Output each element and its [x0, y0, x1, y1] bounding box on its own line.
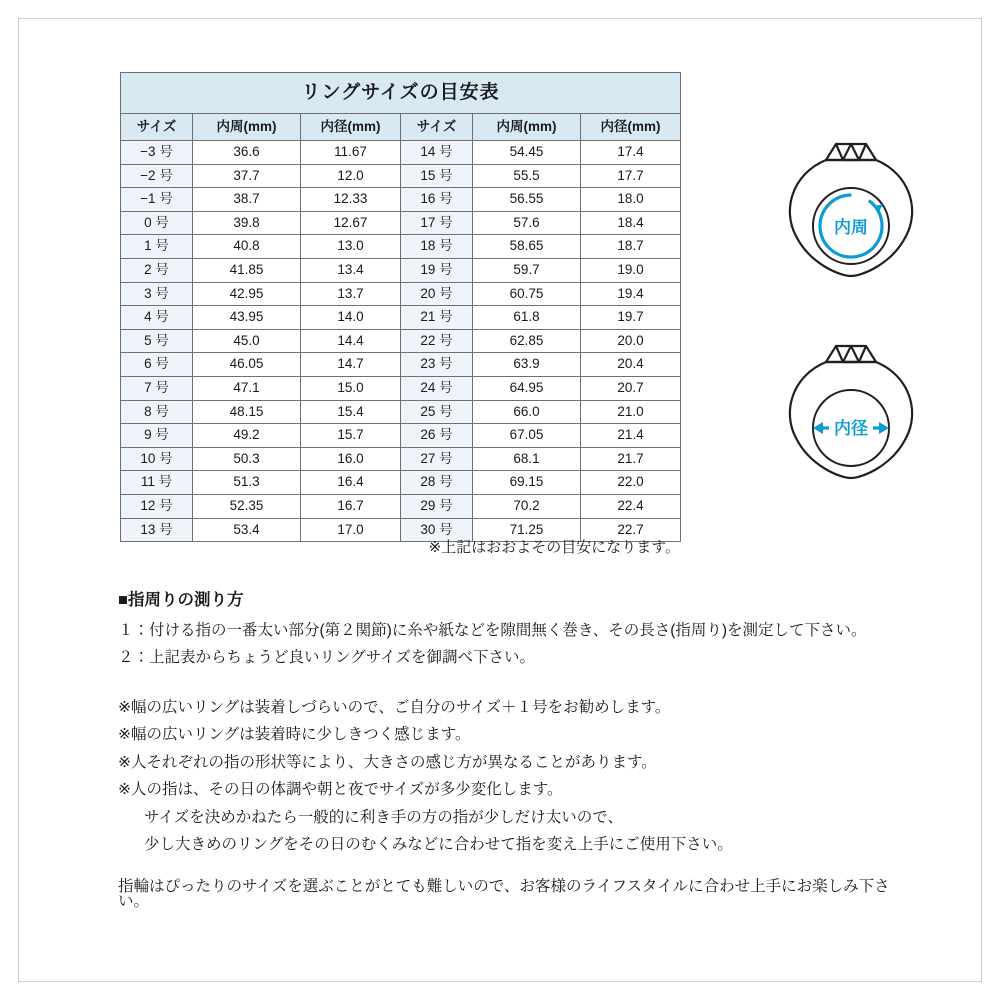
cell-size: 27 号	[401, 447, 473, 471]
table-row	[121, 424, 681, 448]
table-row	[121, 400, 681, 424]
cell-size: 7 号	[121, 376, 193, 400]
cell-size: 22 号	[401, 329, 473, 353]
instructions-heading: ■指周りの測り方	[118, 591, 244, 609]
cell-circumference: 69.15	[473, 471, 581, 495]
closing-note: 指輪はぴったりのサイズを選ぶことがとても難しいので、お客様のライフスタイルに合わせ上手にお楽しみ下さい。	[118, 877, 890, 910]
instructions-step-2: ２：上記表からちょうど良いリングサイズを御調べ下さい。	[118, 649, 535, 666]
table-row	[121, 164, 681, 188]
cell-circumference: 42.95	[193, 282, 301, 306]
table-row	[121, 235, 681, 259]
cell-size: 15 号	[401, 164, 473, 188]
note-wide-ring-tight: ※幅の広いリングは装着時に少しきつく感じます。	[118, 726, 471, 743]
cell-size: 4 号	[121, 306, 193, 330]
cell-diameter: 17.0	[301, 518, 401, 542]
note-size-varies: ※人の指は、その日の体調や朝と夜でサイズが多少変化します。	[118, 781, 563, 798]
cell-circumference: 61.8	[473, 306, 581, 330]
cell-circumference: 47.1	[193, 376, 301, 400]
table-title: リングサイズの目安表	[121, 73, 681, 114]
note-wide-ring-size-up: ※幅の広いリングは装着しづらいので、ご自分のサイズ＋１号をお勧めします。	[118, 698, 671, 716]
cell-circumference: 62.85	[473, 329, 581, 353]
cell-circumference: 59.7	[473, 258, 581, 282]
cell-size: 20 号	[401, 282, 473, 306]
cell-circumference: 51.3	[193, 471, 301, 495]
cell-size: 21 号	[401, 306, 473, 330]
note-finger-shape: ※人それぞれの指の形状等により、大きさの感じ方が異なることがあります。	[118, 753, 657, 771]
column-header: 内周(mm)	[193, 114, 301, 141]
cell-size: 9 号	[121, 424, 193, 448]
table-row	[121, 376, 681, 400]
table-row	[121, 494, 681, 518]
cell-diameter: 12.67	[301, 211, 401, 235]
cell-circumference: 52.35	[193, 494, 301, 518]
cell-circumference: 53.4	[193, 518, 301, 542]
cell-diameter: 21.7	[581, 447, 681, 471]
cell-circumference: 41.85	[193, 258, 301, 282]
table-row	[121, 447, 681, 471]
table-row	[121, 141, 681, 165]
cell-diameter: 12.33	[301, 188, 401, 212]
table-header-row	[121, 114, 681, 141]
cell-circumference: 40.8	[193, 235, 301, 259]
cell-diameter: 15.0	[301, 376, 401, 400]
table-title-row	[121, 73, 681, 114]
cell-circumference: 50.3	[193, 447, 301, 471]
cell-circumference: 48.15	[193, 400, 301, 424]
cell-size: 30 号	[401, 518, 473, 542]
spacer	[118, 678, 908, 700]
cell-circumference: 38.7	[193, 188, 301, 212]
cell-circumference: 49.2	[193, 424, 301, 448]
note-size-varies-cont-1: サイズを決めかねたら一般的に利き手の方の指が少しだけ太いので、	[144, 808, 623, 826]
cell-diameter: 13.7	[301, 282, 401, 306]
cell-size: 24 号	[401, 376, 473, 400]
table-row	[121, 329, 681, 353]
cell-size: 28 号	[401, 471, 473, 495]
note-size-varies-cont-2: 少し大きめのリングをその日のむくみなどに合わせて指を変え上手にご使用下さい。	[144, 836, 733, 853]
cell-diameter: 17.7	[581, 164, 681, 188]
cell-circumference: 56.55	[473, 188, 581, 212]
cell-circumference: 46.05	[193, 353, 301, 377]
cell-size: 23 号	[401, 353, 473, 377]
cell-size: 12 号	[121, 494, 193, 518]
cell-diameter: 14.4	[301, 329, 401, 353]
cell-circumference: 55.5	[473, 164, 581, 188]
cell-size: 26 号	[401, 424, 473, 448]
cell-diameter: 12.0	[301, 164, 401, 188]
cell-circumference: 58.65	[473, 235, 581, 259]
cell-diameter: 16.4	[301, 471, 401, 495]
ring-circumference-diagram	[770, 130, 930, 295]
column-header: 内径(mm)	[301, 114, 401, 141]
cell-diameter: 17.4	[581, 141, 681, 165]
cell-diameter: 13.4	[301, 258, 401, 282]
cell-size: 13 号	[121, 518, 193, 542]
cell-circumference: 43.95	[193, 306, 301, 330]
cell-diameter: 20.7	[581, 376, 681, 400]
cell-diameter: 16.7	[301, 494, 401, 518]
cell-circumference: 57.6	[473, 211, 581, 235]
cell-diameter: 15.4	[301, 400, 401, 424]
column-header: 内周(mm)	[473, 114, 581, 141]
cell-diameter: 18.7	[581, 235, 681, 259]
cell-size: 2 号	[121, 258, 193, 282]
cell-size: 16 号	[401, 188, 473, 212]
ring-circumference-svg	[770, 130, 930, 290]
cell-size: 18 号	[401, 235, 473, 259]
cell-size: 3 号	[121, 282, 193, 306]
cell-circumference: 64.95	[473, 376, 581, 400]
cell-size: 19 号	[401, 258, 473, 282]
cell-size: −1 号	[121, 188, 193, 212]
ring-size-table-container	[120, 72, 680, 542]
cell-size: 29 号	[401, 494, 473, 518]
ring-diameter-diagram	[770, 332, 930, 497]
cell-diameter: 22.4	[581, 494, 681, 518]
cell-diameter: 20.4	[581, 353, 681, 377]
column-header: サイズ	[121, 114, 193, 141]
cell-circumference: 70.2	[473, 494, 581, 518]
cell-circumference: 36.6	[193, 141, 301, 165]
cell-size: 0 号	[121, 211, 193, 235]
cell-size: −3 号	[121, 141, 193, 165]
cell-circumference: 60.75	[473, 282, 581, 306]
cell-circumference: 67.05	[473, 424, 581, 448]
table-row	[121, 258, 681, 282]
column-header: 内径(mm)	[581, 114, 681, 141]
cell-diameter: 19.7	[581, 306, 681, 330]
column-header: サイズ	[401, 114, 473, 141]
cell-size: 1 号	[121, 235, 193, 259]
cell-circumference: 45.0	[193, 329, 301, 353]
table-row	[121, 211, 681, 235]
cell-size: 11 号	[121, 471, 193, 495]
cell-circumference: 71.25	[473, 518, 581, 542]
ring-diameter-svg	[770, 332, 930, 492]
table-row	[121, 471, 681, 495]
cell-size: 8 号	[121, 400, 193, 424]
table-row	[121, 353, 681, 377]
cell-diameter: 18.0	[581, 188, 681, 212]
cell-diameter: 11.67	[301, 141, 401, 165]
cell-diameter: 14.0	[301, 306, 401, 330]
cell-diameter: 16.0	[301, 447, 401, 471]
cell-diameter: 19.4	[581, 282, 681, 306]
ring-size-table	[120, 72, 681, 542]
cell-diameter: 21.0	[581, 400, 681, 424]
cell-circumference: 63.9	[473, 353, 581, 377]
cell-size: 17 号	[401, 211, 473, 235]
cell-diameter: 22.7	[581, 518, 681, 542]
cell-diameter: 13.0	[301, 235, 401, 259]
diagram-label-diameter: 内径	[834, 419, 868, 438]
cell-diameter: 15.7	[301, 424, 401, 448]
cell-size: 5 号	[121, 329, 193, 353]
table-row	[121, 282, 681, 306]
table-row	[121, 188, 681, 212]
cell-circumference: 39.8	[193, 211, 301, 235]
cell-diameter: 20.0	[581, 329, 681, 353]
cell-size: 6 号	[121, 353, 193, 377]
table-footnote: ※上記はおおよその目安になります。	[428, 539, 680, 556]
cell-diameter: 21.4	[581, 424, 681, 448]
cell-size: 25 号	[401, 400, 473, 424]
cell-size: 14 号	[401, 141, 473, 165]
cell-size: 10 号	[121, 447, 193, 471]
cell-circumference: 68.1	[473, 447, 581, 471]
cell-diameter: 22.0	[581, 471, 681, 495]
cell-diameter: 18.4	[581, 211, 681, 235]
cell-circumference: 37.7	[193, 164, 301, 188]
cell-diameter: 19.0	[581, 258, 681, 282]
table-row	[121, 306, 681, 330]
cell-circumference: 66.0	[473, 400, 581, 424]
instructions-step-1: １：付ける指の一番太い部分(第２関節)に糸や紙などを隙間無く巻き、その長さ(指周り)を測定して下さい。	[118, 621, 867, 639]
cell-size: −2 号	[121, 164, 193, 188]
cell-diameter: 14.7	[301, 353, 401, 377]
instructions-block	[118, 592, 908, 922]
diagram-label-circumference: 内周	[834, 218, 868, 237]
cell-circumference: 54.45	[473, 141, 581, 165]
